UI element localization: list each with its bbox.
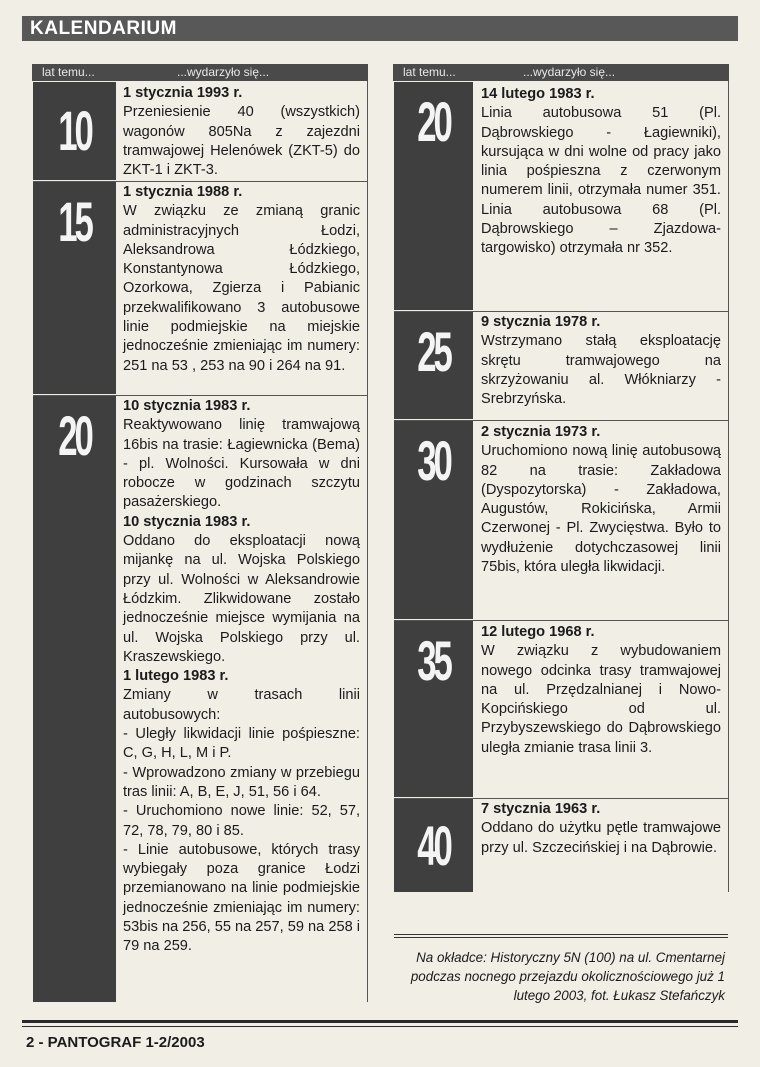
event-entry-group (123, 397, 360, 957)
years-ago-badge (394, 82, 473, 310)
event-date: 10 stycznia 1983 r. (123, 513, 251, 530)
event-date: 12 lutego 1968 r. (481, 624, 595, 640)
event-text: - Linie autobusowe, których trasy wybiegały poza granice Łodzi przemianowano na linie podmiejskie jednocześnie zmieniając im numery: 53bis na 256, 55 na 257, 59 na 258 i 79 na 259. (123, 841, 360, 955)
event-date: 2 stycznia 1973 r. (481, 424, 601, 440)
event-text: Linia autobusowa 51 (Pl. Dąbrowskiego - Łagiewniki), kursująca w dni wolne od pracy jako linia pośpieszna z czerwonym numerem linii, otrzymała numer 351. Linia autobusowa 68 (Pl. Dąbrowskiego – Zjazdowa-targowisko) otrzymała nr 352. (481, 105, 721, 257)
years-ago-badge (394, 799, 473, 892)
years-ago-badge (33, 396, 116, 1002)
event-text: Uruchomiono nową linię autobusową 82 na trasie: Zakładowa (Dyspozytorska) - Zakładowa, Augustów, Rokicińska, Armii Czerwonej - Pl. Zwycięstwa. Było to wydłużenie dotychczasowej linii 75bis, która uległa likwidacji. (481, 443, 721, 576)
event-entry (481, 313, 721, 409)
event-text: Zmiany w trasach linii autobusowych: (123, 687, 360, 723)
caption-rule (394, 934, 728, 935)
left-header-years: lat temu... (42, 65, 95, 79)
event-text: - Uruchomiono nowe linie: 52, 57, 72, 78, 79, 80 i 85. (123, 803, 360, 839)
event-text: - Uległy likwidacji linie pośpieszne: C, G, H, L, M i P. (123, 726, 360, 762)
event-entry (123, 183, 360, 376)
event-entry (481, 423, 721, 577)
years-ago-badge (33, 182, 116, 394)
event-date: 1 stycznia 1993 r. (123, 85, 243, 101)
header-bar (22, 16, 738, 41)
event-entry (123, 84, 360, 180)
years-ago-badge (394, 312, 473, 419)
years-ago-value: 35 (417, 629, 450, 692)
years-ago-badge (394, 421, 473, 619)
page-title: KALENDARIUM (30, 18, 177, 39)
left-header-events: ...wydarzyło się... (177, 65, 270, 79)
event-date: 1 stycznia 1988 r. (123, 184, 243, 200)
cover-caption: Na okładce: Historyczny 5N (100) na ul. Cmentarnej podczas nocnego przejazdu okolicznościowego już 1 lutego 2003, fot. Łukasz Stefańczyk (410, 950, 725, 1003)
page-footer: 2 - PANTOGRAF 1-2/2003 (26, 1034, 205, 1051)
years-ago-value: 20 (58, 404, 91, 467)
event-text: W związku ze zmianą granic administracyjnych Łodzi, Aleksandrowa Łódzkiego, Konstantynowa Łódzkiego, Ozorkowa, Zgierza i Pabianic przekwalifikowano 3 autobusowe linie podmiejskie na miejskie jednocześnie zmieniając im numery: 251 na 53 , 253 na 90 i 264 na 91. (123, 203, 360, 374)
footer-rule (22, 1026, 738, 1027)
years-ago-badge (33, 82, 116, 180)
years-ago-badge (394, 621, 473, 797)
event-date: 9 stycznia 1978 r. (481, 314, 601, 330)
event-date: 7 stycznia 1963 r. (481, 801, 601, 817)
event-entry (481, 623, 721, 758)
event-text: Wstrzymano stałą eksploatację skrętu tramwajowego na skrzyżowaniu al. Włókniarzy - Srebrzyńska. (481, 333, 721, 408)
event-text: Reaktywowano linię tramwajową 16bis na trasie: Łagiewnicka (Bema) - pl. Wolności. Kursowała w dni robocze w godzinach szczytu pasażerskiego. (123, 417, 360, 511)
event-text: W związku z wybudowaniem nowego odcinka trasy tramwajowej na ul. Przędzalnianej i Nowo-Kopcińskiego od ul. Przybyszewskiego do Dąbrowskiego uległa zmianie trasa linii 3. (481, 643, 721, 756)
event-text: Przeniesienie 40 (wszystkich) wagonów 805Na z zajezdni tramwajowej Helenówek (ZKT-5) do ZKT-1 i ZKT-3. (123, 104, 360, 179)
years-ago-value: 15 (58, 190, 91, 253)
footer-rule (22, 1020, 738, 1023)
right-column-divider (728, 81, 729, 892)
right-header-years: lat temu... (403, 65, 456, 79)
years-ago-value: 20 (417, 90, 450, 153)
years-ago-value: 25 (417, 320, 450, 383)
left-column-divider (367, 81, 368, 1002)
event-date: 1 lutego 1983 r. (123, 668, 229, 685)
event-date: 10 stycznia 1983 r. (123, 398, 251, 414)
years-ago-value: 10 (58, 99, 91, 162)
right-column-header (393, 64, 729, 81)
event-text: Oddano do eksploatacji nową mijankę na ul. Wojska Polskiego przy ul. Wolności w Aleksandrowie Łódzkim. Zlikwidowane zostało jednocześnie miejsce wymijania na ul. Wojska Polskiego przy ul. Kraszewskiego. (123, 533, 360, 665)
event-entry (481, 800, 721, 858)
left-column-header (32, 64, 368, 81)
event-date: 14 lutego 1983 r. (481, 86, 595, 102)
event-text: Oddano do użytku pętle tramwajowe przy ul. Szczecińskiej i na Dąbrowie. (481, 820, 721, 856)
years-ago-value: 40 (417, 814, 450, 877)
right-header-events: ...wydarzyło się... (523, 65, 616, 79)
event-text: - Wprowadzono zmiany w przebiegu tras linii: A, B, E, J, 51, 56 i 64. (123, 764, 360, 800)
event-entry (481, 85, 721, 259)
caption-rule (394, 937, 728, 938)
years-ago-value: 30 (417, 429, 450, 492)
